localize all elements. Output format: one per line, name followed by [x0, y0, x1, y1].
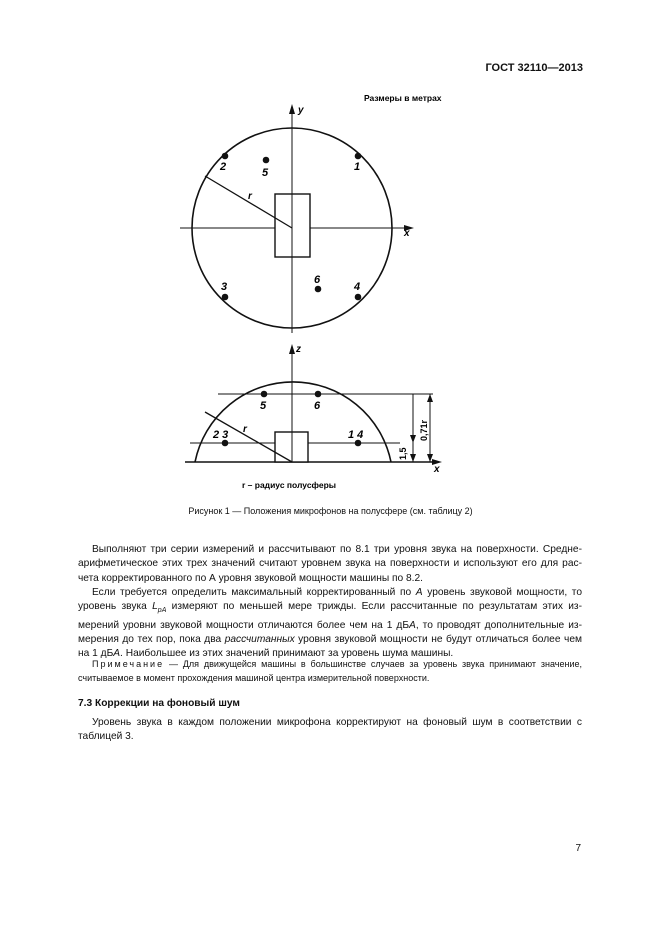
mic-4-point — [355, 294, 362, 301]
x-axis-label-side: x — [434, 464, 440, 475]
radius-legend: r – радиус полусферы — [242, 480, 337, 490]
mic-3-point — [222, 294, 229, 301]
mic-1-4-side-label: 1 4 — [348, 429, 364, 441]
note: Примечание — Для движущейся машины в большинстве случаев за уровень звука принимают значение, считываемое в момент прохождения машиной центра измерительной поверхности. — [78, 659, 582, 683]
dim-low-label: 1,5 — [398, 447, 408, 460]
mic-1-label: 1 — [354, 161, 361, 173]
mic-5-side-label: 5 — [260, 400, 267, 412]
dim-low-arrow-top-icon — [410, 435, 416, 443]
y-axis-arrow-icon — [289, 104, 295, 114]
mic-5-point — [263, 157, 270, 164]
dim-low-arrow-bottom-icon — [410, 454, 416, 462]
dim-height-label: 0,71r — [419, 419, 429, 441]
paragraph-2: Если требуется определить максимальный корректированный по А уровень звуковой мощности, то уровень звука $L_{pA}$ измеряют по меньшей мере трижды. Если рассчитанные по результатам этих из-мерений уровни звуковой мощности отличаются более чем на 1 дБА, то проводят дополнительные из-мерения до тех пор, пока два рассчитанных уровня звуковой мощности не будут отличаться более чем на 1 дБА. Наибольшее из этих значений принимают за уровень шума машины. — [78, 587, 582, 660]
mic-1-point — [355, 153, 362, 160]
z-axis-arrow-icon — [289, 344, 295, 354]
x-axis-label-top: x — [404, 228, 410, 239]
z-axis-label: z — [296, 344, 301, 355]
y-axis-label: y — [298, 105, 304, 116]
page-number: 7 — [575, 843, 581, 854]
mic-5-side-point — [261, 391, 268, 398]
units-note: Размеры в метрах — [364, 93, 442, 103]
mic-4-label: 4 — [354, 281, 361, 293]
figure-caption: Рисунок 1 — Положения микрофонов на полусфере (см. таблицу 2) — [188, 506, 473, 516]
paragraph-1: Выполняют три серии измерений и рассчитывают по 8.1 три уровня звука на поверхности. Средне-арифметическое этих трех значений считают уровнем звука на поверхности и используют его для рас-чета корректированного по А уровня звуковой мощности машины по 8.2. — [78, 544, 582, 584]
mic-6-point — [315, 286, 322, 293]
mic-2-label: 2 — [220, 161, 227, 173]
radius-label-top: r — [248, 191, 252, 202]
mic-3-label: 3 — [221, 281, 228, 293]
note-label: Примечание — [92, 659, 165, 669]
mic-2-point — [222, 153, 229, 160]
dim-arrow-top-icon — [427, 394, 433, 402]
mic-6-label: 6 — [314, 274, 321, 286]
radius-label-side: r — [243, 424, 247, 435]
mic-6-side-point — [315, 391, 322, 398]
document-header: ГОСТ 32110—2013 — [485, 62, 583, 74]
mic-5-label: 5 — [262, 167, 269, 179]
mic-6-side-label: 6 — [314, 400, 321, 412]
mic-2-3-side-label: 2 3 — [213, 429, 229, 441]
section-heading: 7.3 Коррекции на фоновый шум — [78, 698, 240, 709]
paragraph-3: Уровень звука в каждом положении микрофона корректируют на фоновый шум в соответствии с таблицей 3. — [78, 717, 582, 743]
